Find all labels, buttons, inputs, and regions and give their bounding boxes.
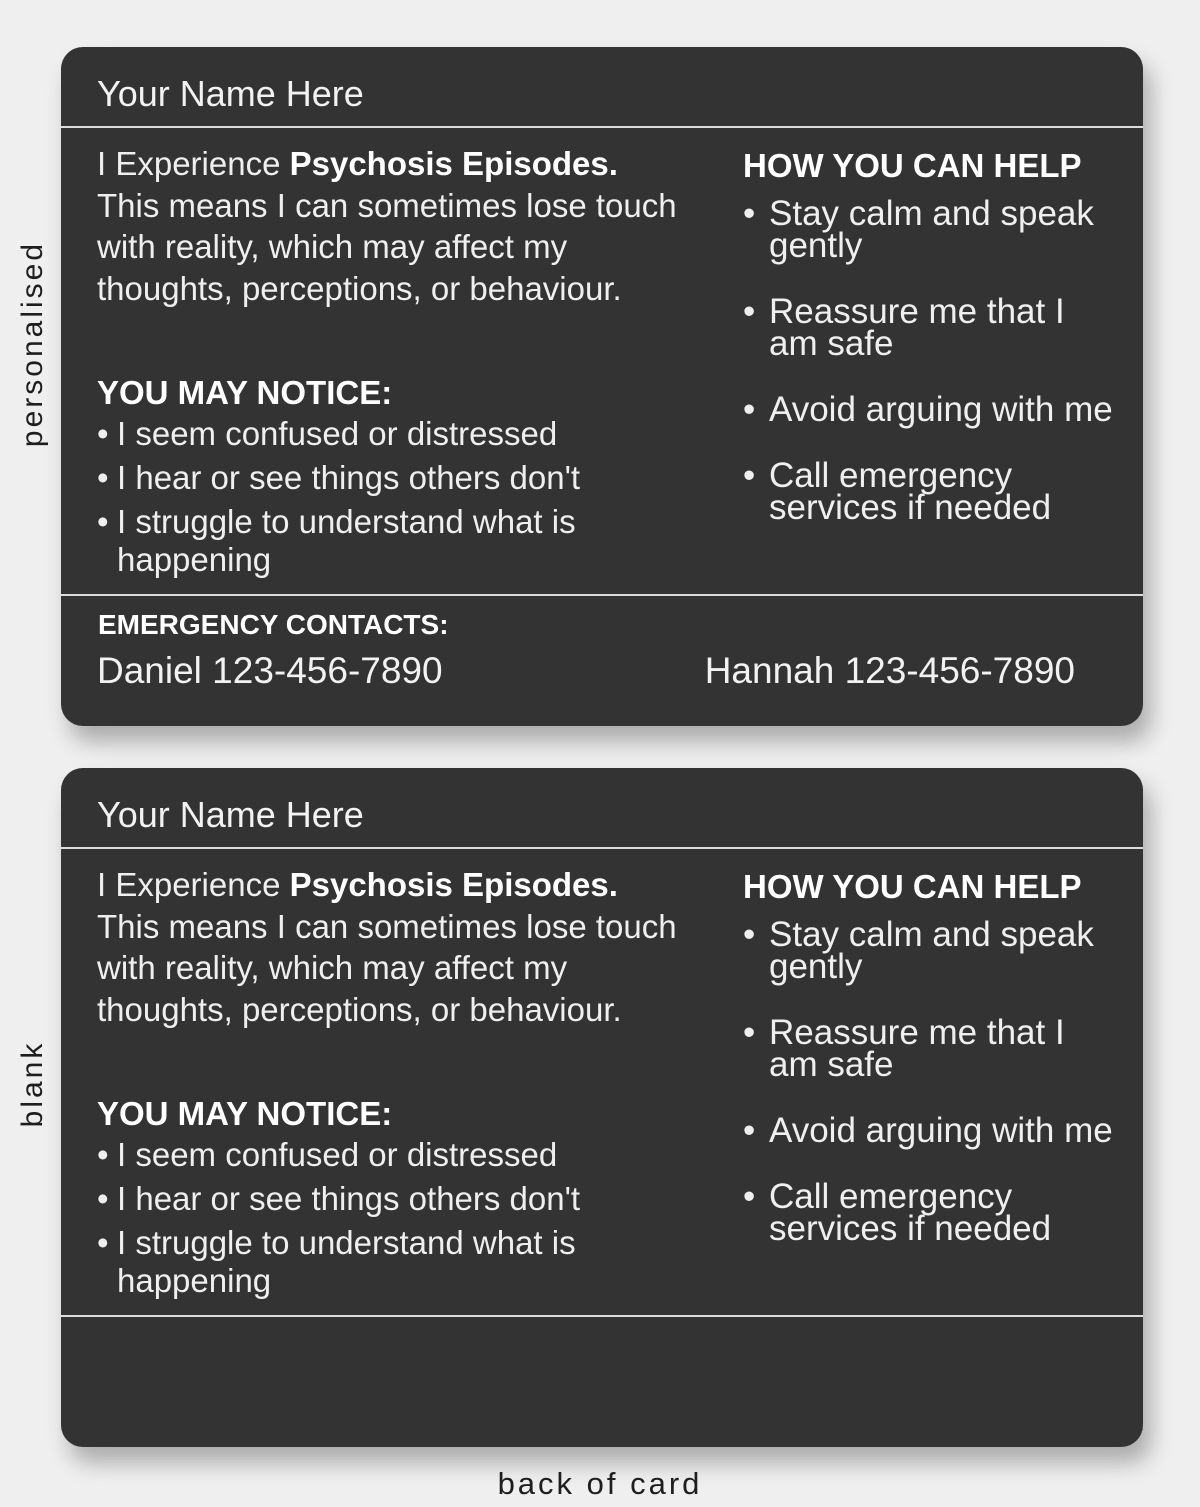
intro-prefix: I Experience (97, 145, 290, 182)
help-list (743, 194, 1123, 558)
notice-list (97, 1136, 677, 1306)
notice-list (97, 415, 677, 585)
contacts-divider (61, 1315, 1143, 1317)
header-divider (61, 126, 1143, 128)
personalised-card (61, 47, 1143, 726)
help-item: • Stay calm and speak gently (743, 919, 1123, 983)
notice-heading: YOU MAY NOTICE: (97, 1095, 393, 1132)
emergency-contact-1: Daniel 123-456-7890 (97, 650, 443, 691)
notice-item: • I hear or see things others don't (97, 1180, 677, 1218)
back-of-card-caption: back of card (497, 1466, 703, 1501)
contacts-divider (61, 594, 1143, 596)
intro-condition: Psychosis Episodes. (289, 145, 618, 182)
intro-prefix: I Experience (97, 866, 290, 903)
help-heading: HOW YOU CAN HELP (743, 147, 1082, 184)
emergency-contact-2: Hannah 123-456-7890 (704, 650, 1075, 691)
notice-item: • I seem confused or distressed (97, 1136, 677, 1174)
help-item: • Call emergency services if needed (743, 460, 1123, 524)
blank-label: blank (16, 1040, 49, 1128)
intro-description: This means I can sometimes lose touch with reality, which may affect my thoughts, perceptions, or behaviour. (97, 186, 677, 307)
card-name: Your Name Here (97, 73, 364, 114)
help-item: • Call emergency services if needed (743, 1181, 1123, 1245)
help-item: • Reassure me that I am safe (743, 1017, 1123, 1081)
help-item: • Avoid arguing with me (743, 394, 1123, 426)
personalised-label: personalised (16, 240, 49, 448)
notice-item: • I seem confused or distressed (97, 415, 677, 453)
help-item: • Avoid arguing with me (743, 1115, 1123, 1147)
blank-card (61, 768, 1143, 1447)
help-item: • Stay calm and speak gently (743, 198, 1123, 262)
notice-item: • I hear or see things others don't (97, 459, 677, 497)
intro-text (97, 143, 677, 309)
card-name: Your Name Here (97, 794, 364, 835)
help-list (743, 915, 1123, 1279)
intro-text (97, 864, 677, 1030)
notice-heading: YOU MAY NOTICE: (97, 374, 393, 411)
emergency-contacts-heading: EMERGENCY CONTACTS: (98, 609, 449, 640)
notice-item: • I struggle to understand what is happening (97, 503, 677, 579)
help-heading: HOW YOU CAN HELP (743, 868, 1082, 905)
header-divider (61, 847, 1143, 849)
intro-condition: Psychosis Episodes. (289, 866, 618, 903)
intro-description: This means I can sometimes lose touch with reality, which may affect my thoughts, perceptions, or behaviour. (97, 907, 677, 1028)
help-item: • Reassure me that I am safe (743, 296, 1123, 360)
notice-item: • I struggle to understand what is happening (97, 1224, 677, 1300)
